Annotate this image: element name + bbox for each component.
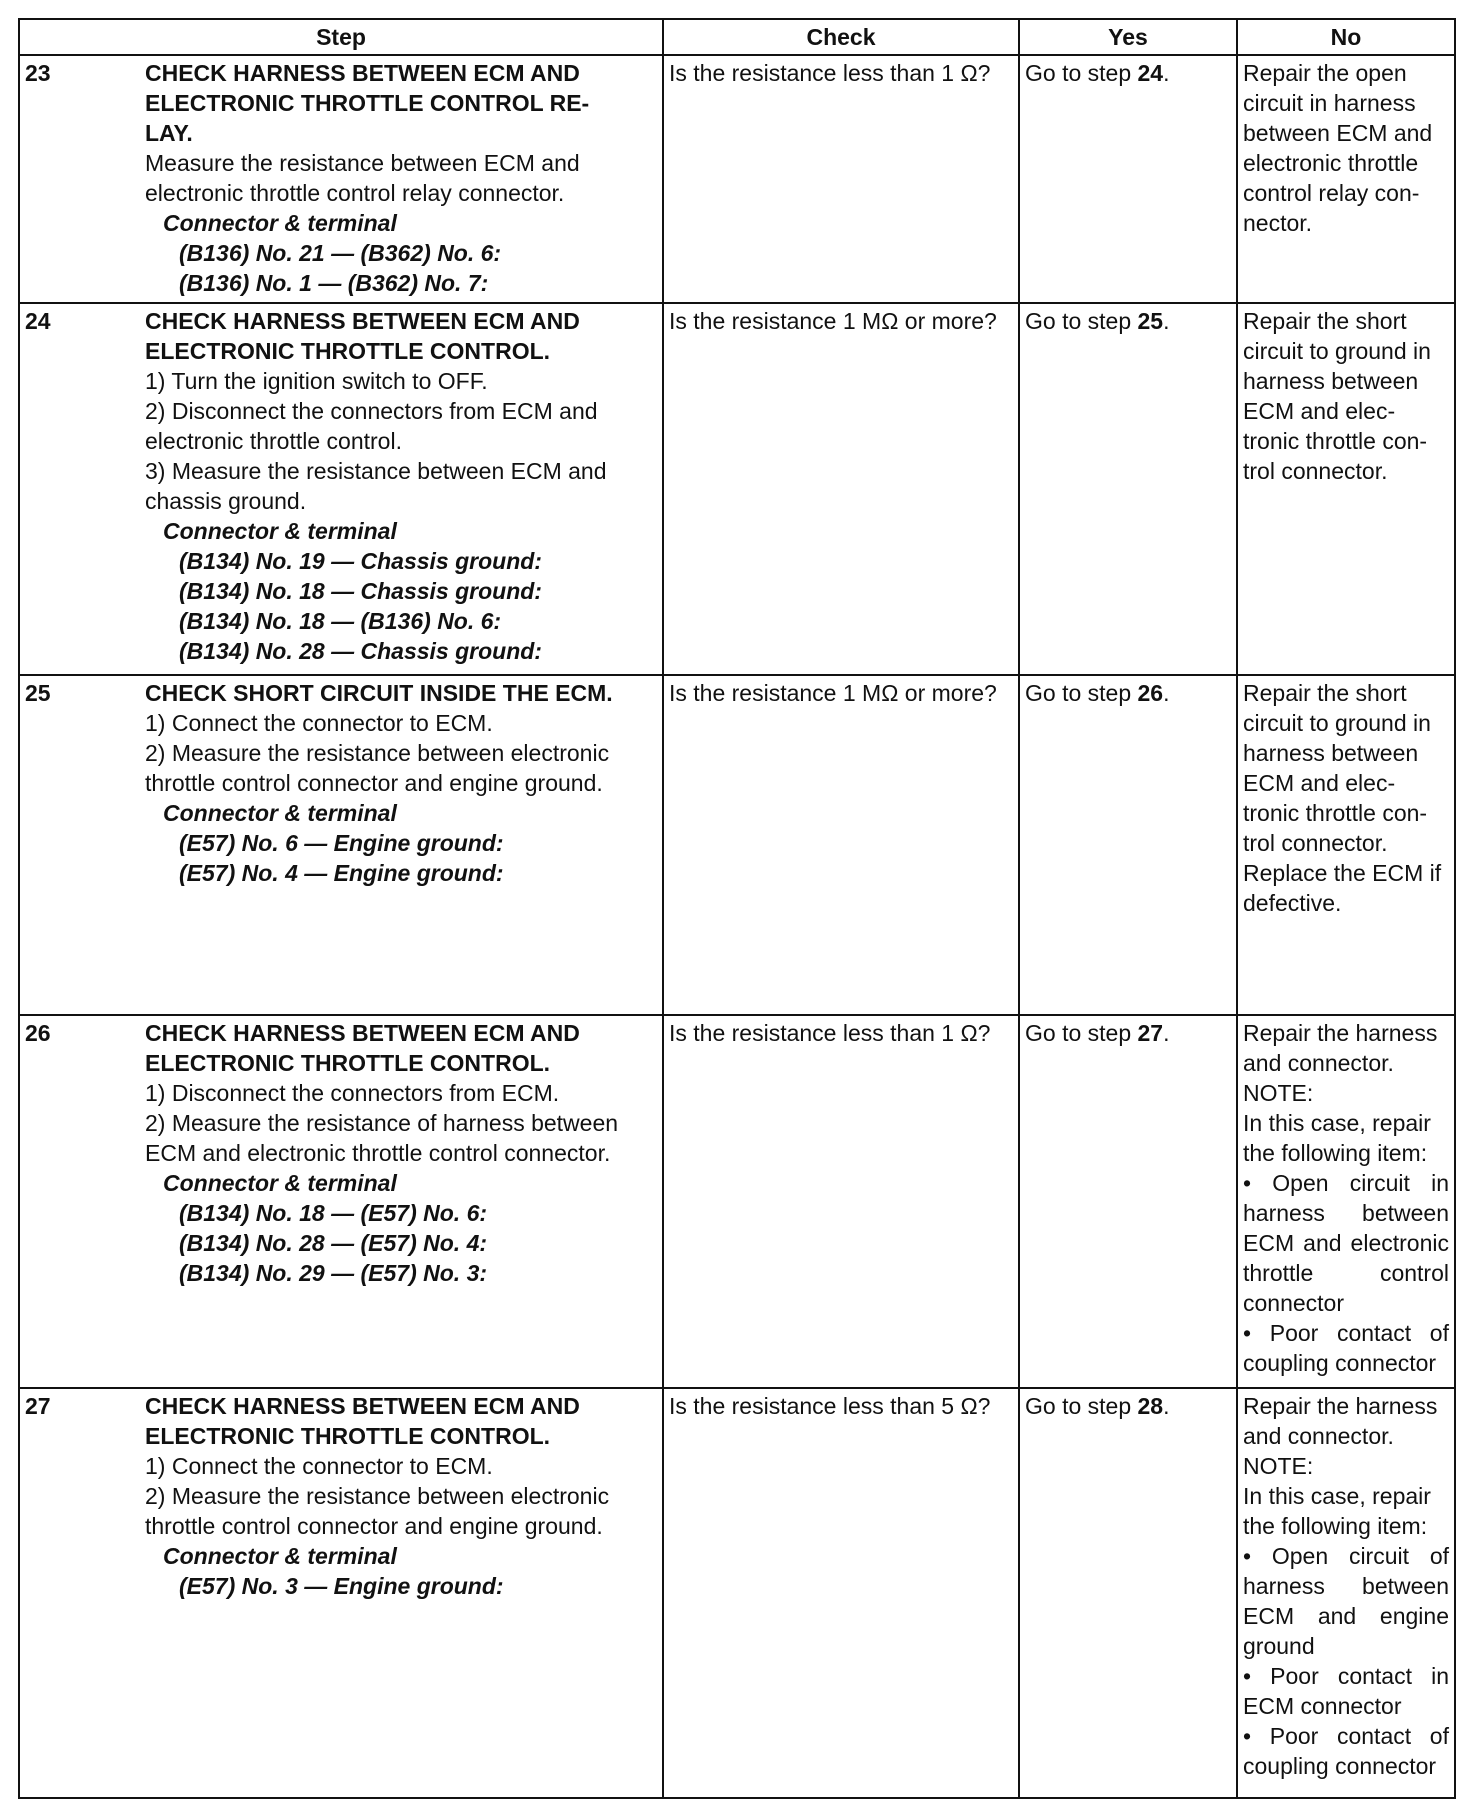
no-action-line: Replace the ECM if <box>1243 860 1442 886</box>
check-cell <box>663 1388 1019 1798</box>
step-body <box>145 678 657 888</box>
connector-terminal-label: Connector & terminal <box>163 1543 397 1569</box>
no-action-line: between ECM and <box>1243 120 1433 146</box>
no-action-line: control relay con- <box>1243 180 1420 206</box>
no-action-line: ECM and elec- <box>1243 398 1396 424</box>
connector-terminal-item: (B136) No. 21 — (B362) No. 6: <box>179 240 502 266</box>
step-title: CHECK HARNESS BETWEEN ECM AND <box>145 1393 580 1419</box>
table-row <box>19 303 1455 675</box>
step-instruction: 3) Measure the resistance between ECM and <box>145 458 607 484</box>
yes-suffix: . <box>1163 308 1170 334</box>
table-row <box>19 675 1455 1015</box>
step-title: CHECK HARNESS BETWEEN ECM AND <box>145 308 580 334</box>
step-content <box>25 1018 657 1288</box>
step-number: 25 <box>25 680 51 706</box>
table-row <box>19 1015 1455 1388</box>
connector-terminal-item: (B134) No. 18 — Chassis ground: <box>179 578 542 604</box>
step-title: ELECTRONIC THROTTLE CONTROL. <box>145 1423 551 1449</box>
check-cell <box>663 303 1019 675</box>
no-cell <box>1237 1015 1455 1388</box>
no-cell <box>1237 675 1455 1015</box>
step-cell <box>19 1015 663 1388</box>
connector-terminal-item: (B134) No. 19 — Chassis ground: <box>179 548 542 574</box>
no-action-line: and connector. <box>1243 1423 1394 1449</box>
no-action-line: harness between <box>1243 740 1419 766</box>
yes-suffix: . <box>1163 1393 1170 1419</box>
no-action-line: ECM and elec- <box>1243 770 1396 796</box>
no-action-line: NOTE: <box>1243 1080 1314 1106</box>
check-question: Is the resistance 1 MΩ or more? <box>669 680 997 706</box>
yes-step-number: 24 <box>1137 60 1164 86</box>
no-bullet-item: • Open circuit of harness between ECM and engine ground <box>1243 1543 1449 1659</box>
table-row <box>19 55 1455 303</box>
step-content <box>25 678 657 888</box>
no-action-line: defective. <box>1243 890 1342 916</box>
step-cell <box>19 1388 663 1798</box>
no-action-line: the following item: <box>1243 1140 1428 1166</box>
connector-terminal-label: Connector & terminal <box>163 210 397 236</box>
header-row <box>19 19 1455 55</box>
step-number: 23 <box>25 60 51 86</box>
step-body <box>145 58 657 298</box>
connector-terminal-item: (E57) No. 6 — Engine ground: <box>179 830 504 856</box>
no-action-line: harness between <box>1243 368 1419 394</box>
diagnostic-table <box>18 18 1456 1799</box>
step-instruction: electronic throttle control. <box>145 428 402 454</box>
step-title: ELECTRONIC THROTTLE CONTROL. <box>145 338 551 364</box>
step-cell <box>19 303 663 675</box>
yes-prefix: Go to step <box>1025 60 1138 86</box>
yes-cell <box>1019 1388 1237 1798</box>
step-instruction: 2) Measure the resistance between electronic <box>145 740 610 766</box>
step-instruction: 1) Turn the ignition switch to OFF. <box>145 368 488 394</box>
no-action-line: Repair the harness <box>1243 1020 1438 1046</box>
step-instruction: electronic throttle control relay connector. <box>145 180 565 206</box>
no-action-line: electronic throttle <box>1243 150 1419 176</box>
step-number: 26 <box>25 1020 51 1046</box>
step-number: 27 <box>25 1393 51 1419</box>
step-instruction: Measure the resistance between ECM and <box>145 150 580 176</box>
no-bullet-item: • Poor contact of coupling connector <box>1243 1320 1449 1376</box>
step-instruction: chassis ground. <box>145 488 307 514</box>
step-title: CHECK HARNESS BETWEEN ECM AND <box>145 1020 580 1046</box>
yes-cell <box>1019 675 1237 1015</box>
yes-action <box>1025 306 1231 336</box>
step-title: ELECTRONIC THROTTLE CONTROL. <box>145 1050 551 1076</box>
check-question: Is the resistance less than 5 Ω? <box>669 1393 991 1419</box>
connector-terminal-item: (E57) No. 4 — Engine ground: <box>179 860 504 886</box>
connector-terminal-item: (B134) No. 28 — Chassis ground: <box>179 638 542 664</box>
yes-step-number: 26 <box>1137 680 1164 706</box>
table-row <box>19 1388 1455 1798</box>
step-instruction: 2) Disconnect the connectors from ECM and <box>145 398 598 424</box>
connector-terminal-label: Connector & terminal <box>163 1170 397 1196</box>
yes-prefix: Go to step <box>1025 308 1138 334</box>
no-action-line: Repair the harness <box>1243 1393 1438 1419</box>
step-instruction: ECM and electronic throttle control connector. <box>145 1140 611 1166</box>
yes-step-number: 25 <box>1137 308 1164 334</box>
step-body <box>145 1018 657 1288</box>
step-instruction: throttle control connector and engine ground. <box>145 1513 603 1539</box>
connector-terminal-item: (B134) No. 18 — (E57) No. 6: <box>179 1200 488 1226</box>
step-instruction: 1) Connect the connector to ECM. <box>145 1453 493 1479</box>
yes-action <box>1025 1391 1231 1421</box>
connector-terminal-item: (B134) No. 28 — (E57) No. 4: <box>179 1230 488 1256</box>
yes-action <box>1025 678 1231 708</box>
step-content <box>25 1391 657 1601</box>
step-instruction: 1) Disconnect the connectors from ECM. <box>145 1080 560 1106</box>
check-question: Is the resistance less than 1 Ω? <box>669 1020 991 1046</box>
no-action-line: tronic throttle con- <box>1243 428 1428 454</box>
connector-terminal-item: (B134) No. 29 — (E57) No. 3: <box>179 1260 488 1286</box>
step-content <box>25 306 657 666</box>
header-check: Check <box>663 19 1019 55</box>
no-cell <box>1237 1388 1455 1798</box>
check-cell <box>663 675 1019 1015</box>
no-action-line: Repair the short <box>1243 680 1407 706</box>
yes-step-number: 27 <box>1137 1020 1164 1046</box>
connector-terminal-item: (B134) No. 18 — (B136) No. 6: <box>179 608 502 634</box>
check-cell <box>663 55 1019 303</box>
check-question: Is the resistance less than 1 Ω? <box>669 60 991 86</box>
step-instruction: 2) Measure the resistance of harness between <box>145 1110 619 1136</box>
yes-action <box>1025 1018 1231 1048</box>
check-question: Is the resistance 1 MΩ or more? <box>669 308 997 334</box>
yes-suffix: . <box>1163 680 1170 706</box>
header-yes: Yes <box>1019 19 1237 55</box>
step-title: ELECTRONIC THROTTLE CONTROL RE- <box>145 90 590 116</box>
header-step: Step <box>19 19 663 55</box>
no-action-line: Repair the open <box>1243 60 1407 86</box>
no-action-line: the following item: <box>1243 1513 1428 1539</box>
yes-prefix: Go to step <box>1025 1393 1138 1419</box>
no-action-line: trol connector. <box>1243 458 1388 484</box>
yes-action <box>1025 58 1231 88</box>
connector-terminal-item: (E57) No. 3 — Engine ground: <box>179 1573 504 1599</box>
check-cell <box>663 1015 1019 1388</box>
no-cell <box>1237 55 1455 303</box>
step-body <box>145 1391 657 1601</box>
yes-cell <box>1019 303 1237 675</box>
connector-terminal-item: (B136) No. 1 — (B362) No. 7: <box>179 270 489 296</box>
no-action-line: circuit in harness <box>1243 90 1416 116</box>
no-action-line: In this case, repair <box>1243 1483 1431 1509</box>
step-number: 24 <box>25 308 51 334</box>
step-body <box>145 306 657 666</box>
step-cell <box>19 55 663 303</box>
yes-step-number: 28 <box>1137 1393 1164 1419</box>
no-action-line: and connector. <box>1243 1050 1394 1076</box>
step-cell <box>19 675 663 1015</box>
connector-terminal-label: Connector & terminal <box>163 800 397 826</box>
no-bullet-item: • Open circuit in harness between ECM and electronic throttle control connector <box>1243 1170 1449 1316</box>
step-instruction: 1) Connect the connector to ECM. <box>145 710 493 736</box>
no-action-line: NOTE: <box>1243 1453 1314 1479</box>
step-title: CHECK HARNESS BETWEEN ECM AND <box>145 60 580 86</box>
no-bullet-item: • Poor contact in ECM connector <box>1243 1663 1449 1719</box>
yes-suffix: . <box>1163 1020 1170 1046</box>
no-action-line: trol connector. <box>1243 830 1388 856</box>
no-action-line: Repair the short <box>1243 308 1407 334</box>
no-action-line: tronic throttle con- <box>1243 800 1428 826</box>
header-no: No <box>1237 19 1455 55</box>
yes-prefix: Go to step <box>1025 680 1138 706</box>
step-title: CHECK SHORT CIRCUIT INSIDE THE ECM. <box>145 680 613 706</box>
no-action-line: In this case, repair <box>1243 1110 1431 1136</box>
yes-suffix: . <box>1163 60 1170 86</box>
step-instruction: throttle control connector and engine ground. <box>145 770 603 796</box>
no-action-line: circuit to ground in <box>1243 710 1431 736</box>
no-action-line: nector. <box>1243 210 1313 236</box>
no-cell <box>1237 303 1455 675</box>
yes-cell <box>1019 1015 1237 1388</box>
yes-prefix: Go to step <box>1025 1020 1138 1046</box>
connector-terminal-label: Connector & terminal <box>163 518 397 544</box>
step-instruction: 2) Measure the resistance between electronic <box>145 1483 610 1509</box>
step-title: LAY. <box>145 120 193 146</box>
no-bullet-item: • Poor contact of coupling connector <box>1243 1723 1449 1779</box>
yes-cell <box>1019 55 1237 303</box>
no-action-line: circuit to ground in <box>1243 338 1431 364</box>
step-content <box>25 58 657 298</box>
